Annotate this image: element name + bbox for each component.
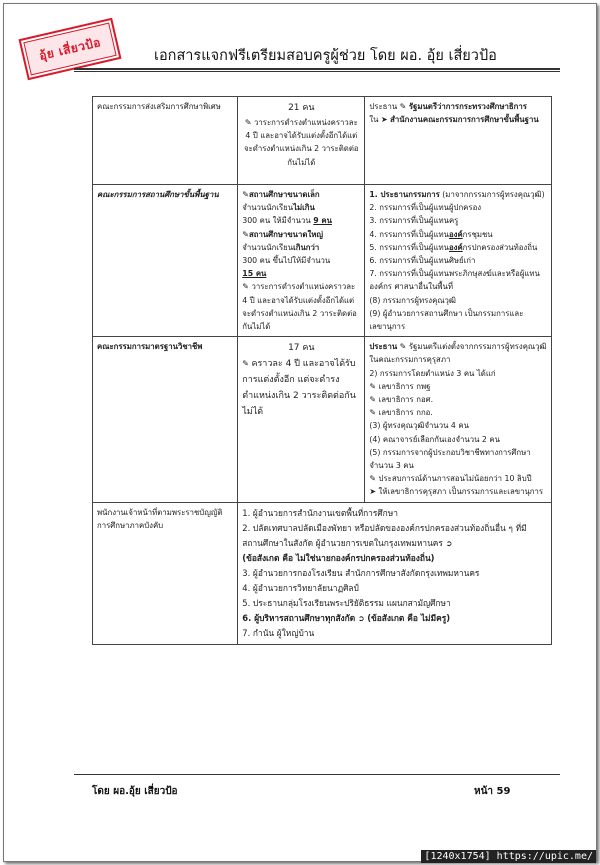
table-row — [93, 185, 552, 337]
footer-author: โดย ผอ.อุ้ย เสี่ยวป้อ — [92, 786, 178, 797]
pencil-icon: ✎ — [242, 229, 249, 239]
watermark-label: [1240x1754] https://upic.me/ — [421, 850, 596, 863]
table-row — [93, 502, 552, 644]
member-count-cell: 17 คน ✎ คราวละ 4 ปี และอาจได้รับการแต่งตั้งอีก แต่จะดำรงตำแหน่งเกิน 2 วาระติดต่อกันไม่ได้ — [238, 337, 365, 502]
pencil-icon: ✎ — [399, 342, 407, 352]
footer-divider — [74, 774, 560, 775]
composition-cell: ประธาน ✎ รัฐมนตรีว่าการกระทรวงศึกษาธิการ ใน ➤ สำนักงานคณะกรรมการการศึกษาขั้นพื้นฐาน — [365, 97, 552, 185]
circle-arrow-icon: ➲ — [357, 613, 365, 623]
committee-table — [92, 96, 552, 645]
pencil-icon: ✎ — [242, 282, 249, 292]
author-stamp: อุ้ย เสี่ยวป้อ — [19, 18, 122, 81]
table-row — [93, 97, 552, 185]
pencil-icon: ✎ — [399, 102, 407, 111]
table-row — [93, 337, 552, 502]
pencil-icon: ✎ — [244, 118, 252, 127]
pencil-icon: ✎ — [369, 408, 377, 418]
pencil-icon: ✎ — [242, 190, 249, 199]
page-number: หน้า 59 — [474, 786, 511, 797]
pencil-icon: ✎ — [242, 359, 249, 369]
row-title: คณะกรรมการส่งเสริมการศึกษาพิเศษ — [93, 97, 238, 185]
document-page — [3, 3, 597, 862]
row-title: คณะกรรมการมาตรฐานวิชาชีพ — [93, 337, 238, 502]
pencil-icon: ✎ — [369, 474, 377, 484]
member-count-cell: 21 คน ✎ วาระการดำรงตำแหน่งคราวละ 4 ปี และอาจได้รับแต่งตั้งอีกได้แต่จะดำรงตำแหน่งเกิน 2 วาระติดต่อกันไม่ได้ — [238, 97, 365, 185]
member-count-cell: ✎สถานศึกษาขนาดเล็ก จำนวนนักเรียนไม่เกิน 300 คน ให้มีจำนวน 9 คน ✎สถานศึกษาขนาดใหญ่ จำนวนนักเรียนเกินกว่า 300 คน ขึ้นไปให้มีจำนวน 15 คน ✎ วาระการดำรงตำแหน่งคราวละ 4 ปี และอาจได้รับแต่งตั้งอีกได้แต่จะดำรงตำแหน่งเกิน 2 วาระติดต่อกันไม่ได้ — [238, 185, 365, 337]
arrow-right-icon: ➤ — [380, 115, 388, 125]
header-divider — [74, 68, 560, 70]
page-header-title: เอกสารแจกฟรีเตรียมสอบครูผู้ช่วย โดย ผอ. อุ้ย เสี่ยวป้อ — [154, 48, 497, 64]
row-title: พนักงานเจ้าหน้าที่ตามพระราชบัญญัติการศึกษาภาคบังคับ — [93, 502, 238, 644]
row-title: คณะกรรมการสถานศึกษาขั้นพื้นฐาน — [93, 185, 238, 337]
arrow-right-icon: ➤ — [369, 487, 377, 497]
pencil-icon: ✎ — [369, 395, 377, 405]
composition-cell: 1. ผู้อำนวยการสำนักงานเขตพื้นที่การศึกษา 2. ปลัดเทศบาลปลัดเมืองพัทยา หรือปลัดขององค์กรปกครองส่วนท้องถิ่นอื่น ๆ ที่มีสถานศึกษาในสังกัด ผู้อำนวยการเขตในกรุงเทพมหานคร ➲ (ข้อสังเกต คือ ไม่ใช่นายกองค์กรปกครองส่วนท้องถิ่น) 3. ผู้อำนวยการกองโรงเรียน สำนักการศึกษาสังกัดกรุงเทพมหานคร 4. ผู้อำนวยการวิทยาลัยนาฏศิลป์ 5. ประธานกลุ่มโรงเรียนพระปริยัติธรรม แผนกสามัญศึกษา 6. ผู้บริหารสถานศึกษาทุกสังกัด ➲ (ข้อสังเกต คือ ไม่มีครู) 7. กำนัน ผู้ใหญ่บ้าน — [238, 502, 552, 644]
circle-arrow-icon: ➲ — [445, 538, 453, 548]
composition-cell: ประธาน ✎ รัฐมนตรีแต่งตั้งจากกรรมการผู้ทรงคุณวุฒิ ในคณะกรรมการคุรุสภา 2) กรรมการโดยตำแหน่ง 3 คน ได้แก่ ✎ เลขาธิการ กพฐ ✎ เลขาธิการ กอศ. ✎ เลขาธิการ กกอ. (3) ผู้ทรงคุณวุฒิจำนวน 4 คน (4) คณาจารย์เลือกกันเองจำนวน 2 คน (5) กรรมการจากผู้ประกอบวิชาชีพทางการศึกษาจำนวน 3 คน ✎ ประสบการณ์ด้านการสอนไม่น้อยกว่า 10 ลิบปี ➤ ให้เลขาธิการคุรุสภา เป็นกรรมการและเลขานุการ — [365, 337, 552, 502]
header-divider-thin — [74, 71, 560, 72]
pencil-icon: ✎ — [369, 381, 377, 391]
composition-cell: 1. ประธานกรรมการ (มาจากกรรมการผู้ทรงคุณวุฒิ) 2. กรรมการที่เป็นผู้แทนผู้ปกครอง 3. กรรมการที่เป็นผู้แทนครู 4. กรรมการที่เป็นผู้แทนองค์กรชุมชน 5. กรรมการที่เป็นผู้แทนองค์กรปกครองส่วนท้องถิ่น 6. กรรมการที่เป็นผู้แทนศิษย์เก่า 7. กรรมการที่เป็นผู้แทนพระภิกษุสงฆ์และหรือผู้แทนองค์กร ศาสนาอื่นในพื้นที่ (8) กรรมการผู้ทรงคุณวุฒิ (9) ผู้อำนวยการสถานศึกษา เป็นกรรมการและเลขานุการ — [365, 185, 552, 337]
